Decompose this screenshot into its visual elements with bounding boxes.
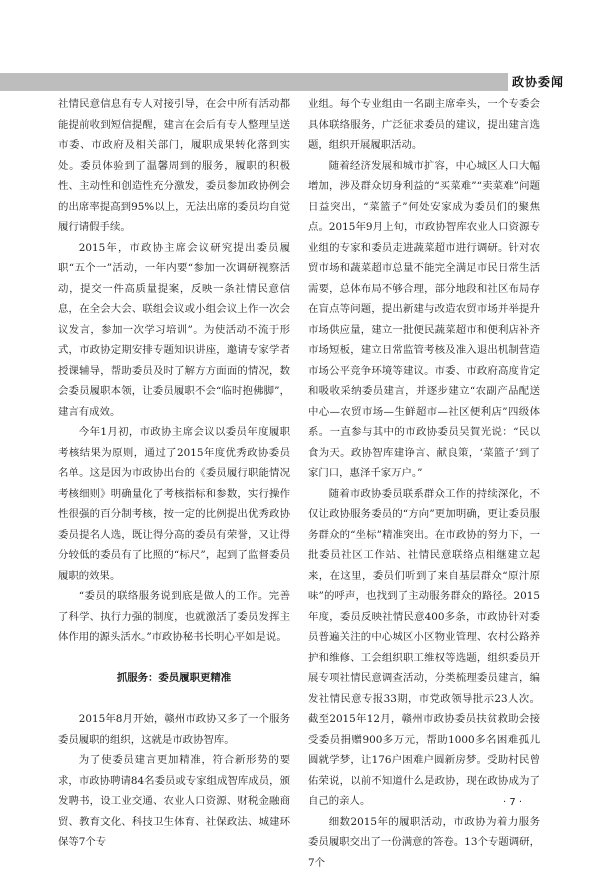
section-gap-bottom (58, 689, 290, 710)
right-paragraph-3: 随着市政协委员联系群众工作的持续深化，不仅让政协服务委员的“方向”更加明确，更让委员服务群众的“坐标”精准突出。在市政协的努力下，一批委员社区工作站、社情民意联络点相继建立起来，在这里，委员们听到了来自基层群众“原汁原味”的呼声，也找到了主动服务群众的路径。2015年度，委员反映社情民意400多条，市政协针对委员普遍关注的中心城区小区物业管理、农村公路养护和维修、工会组织职工维权等选题，组织委员开展专项社情民意调查活动，分类梳理委员建言，编发社情民意专报33期，市党政领导批示23人次。截至2015年12月，赣州市政协委员扶贫救助会接受委员捐赠900多万元，帮助1000多名困难孤儿圆就学梦，让176户困难户圆新房梦。受助村民曾佑荣说，以前不知道什么是政协，现在政协成为了自己的亲人。 (308, 484, 540, 812)
header-title: 政协委闻 (512, 73, 592, 91)
left-paragraph-5: 为了使委员建言更加精准，符合新形势的要求，市政协聘请84名委员或专家组成智库成员，颁发聘书，设工业交通、农业人口资源、财税金融商贸、教育文化、科技卫生体育、社保政法、城建环保等7个专 (58, 750, 290, 853)
page-number: · 7 · (503, 796, 543, 810)
left-column (58, 94, 290, 853)
left-paragraph-3: 今年1月初，市政协主席会议以委员年度履职考核结果为原则，通过了2015年度优秀政协委员名单。这是因为市政协出台的《委员履行职能情况考核细则》明确量化了考核指标和参数，实行操作性很强的百分制考核，按一定的比例提出优秀政协委员提名人选，既让得分高的委员有荣誉，又让得分较低的委员有了比照的“标尺”，起到了监督委员履职的效果。 (58, 422, 290, 586)
right-column (308, 94, 540, 873)
left-paragraph-2: 2015年，市政协主席会议研究提出委员履职“五个一”活动，一年内要“参加一次调研视察活动，提交一件高质量提案，反映一条社情民意信息，在全会大会、联组会议或小组会议上作一次会议发言，参加一次学习培训”。为使活动不流于形式，市政协定期安排专题知识讲座，邀请专家学者授课辅导，帮助委员及时了解方方面面的情况，数会委员履职本领，让委员履职不会“临时抱佛脚”，建言有成效。 (58, 238, 290, 423)
left-paragraph-1: 社情民意信息有专人对接引导，在会中所有活动都能提前收到短信提醒，建言在会后有专人整理呈送市委、市政府及相关部门，履职成果转化落到实处。委员体验到了温馨周到的服务，履职的积极性、主动性和创造性充分激发，委员参加政协例会的出席率提高到95%以上，无法出席的委员均自觉履行请假手续。 (58, 94, 290, 238)
left-paragraph-4: 2015年8月开始，赣州市政协又多了一个服务委员履职的组织，这就是市政协智库。 (58, 709, 290, 750)
right-paragraph-2: 随着经济发展和城市扩容，中心城区人口大幅增加，涉及群众切身利益的“买菜难”“卖菜难”问题日益突出，“菜篮子”何处安家成为委员们的聚焦点。2015年9月上旬，市政协智库农业人口资源专业组的专家和委员走进蔬菜超市进行调研。针对农贸市场和蔬菜超市总量不能完全满足市民日常生活需要，总体布局不够合理，部分地段和社区布局存在盲点等问题，提出新建与改造农贸市场并举提升市场供应量，建立一批便民蔬菜超市和便利店补齐市场短板，建立日常监管考核及准入退出机制营造市场公平竞争环境等建议。市委、市政府高度肯定和吸收采纳委员建言，并逐步建立“农副产品配送中心—农贸市场—生鲜超市—社区便利店”四级体系。一直参与其中的市政协委员吴賀光说：“民以食为天。政协智库建诤言、献良策，‘菜篮子’到了家门口，惠泽千家万户。” (308, 156, 540, 484)
section-heading: 抓服务：委员履职更精准 (58, 668, 290, 689)
section-gap-top (58, 648, 290, 669)
right-paragraph-1: 业组。每个专业组由一名副主席牵头，一个专委会具体联络服务，广泛征求委员的建议，提出建言选题，组织开展履职活动。 (308, 94, 540, 156)
header-bar (0, 73, 508, 91)
left-quote: “委员的联络服务说到底是做人的工作。完善了科学、执行力强的制度，也就激活了委员发挥主体作用的源头活水。”市政协秘书长明心平如是说。 (58, 586, 290, 648)
right-paragraph-4: 细数2015年的履职活动，市政协为着力服务委员履职交出了一份满意的答卷。13个专题调研，7个 (308, 812, 540, 873)
